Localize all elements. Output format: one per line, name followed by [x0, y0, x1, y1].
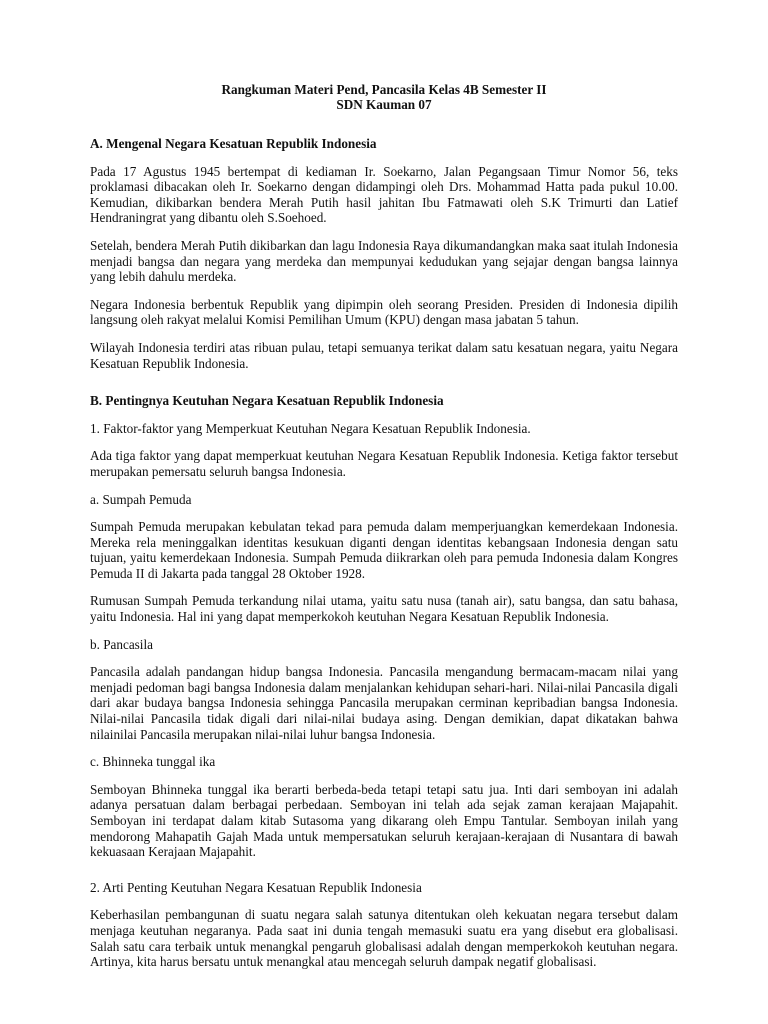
title-line-2: SDN Kauman 07 [336, 97, 432, 112]
point-2-heading: 2. Arti Penting Keutuhan Negara Kesatuan Republik Indonesia [90, 879, 422, 895]
section-a-paragraph-4: Wilayah Indonesia terdiri atas ribuan pulau, tetapi semuanya terikat dalam satu kesatuan negara, yaitu Negara Kesatuan Republik Indonesia. [90, 339, 678, 371]
section-a-paragraph-2: Setelah, bendera Merah Putih dikibarkan dan lagu Indonesia Raya dikumandangkan maka saat itulah Indonesia menjadi bangsa dan negara yang merdeka dan mempunyai kedudukan yang sejajar dengan bangsa lainnya yang lebih dahulu merdeka. [90, 237, 678, 285]
subpoint-b-heading: b. Pancasila [90, 636, 153, 652]
point-1-intro: Ada tiga faktor yang dapat memperkuat keutuhan Negara Kesatuan Republik Indonesia. Ketiga faktor tersebut merupakan pemersatu seluruh bangsa Indonesia. [90, 448, 678, 479]
subpoint-c-heading: c. Bhinneka tunggal ika [90, 754, 216, 770]
section-a-paragraph-3: Negara Indonesia berbentuk Republik yang dipimpin oleh seorang Presiden. Presiden di Indonesia dipilih langsung oleh rakyat melalui Komisi Pemilihan Umum (KPU) dengan masa jabatan 5 tahun. [90, 296, 678, 328]
section-a-heading: A. Mengenal Negara Kesatuan Republik Indonesia [90, 136, 377, 151]
subpoint-a-paragraph-1: Sumpah Pemuda merupakan kebulatan tekad para pemuda dalam memperjuangkan kemerdekaan Indonesia. Mereka rela meninggalkan identitas kesukuan diganti dengan identitas kebangsaan Indonesia dengan satu tujuan, yaitu kemerdekaan Indonesia. Sumpah Pemuda diikrarkan oleh para pemuda Indonesia dalam Kongres Pemuda II di Jakarta pada tanggal 28 Oktober 1928. [90, 519, 678, 581]
document-title [90, 82, 678, 112]
point-1-heading: 1. Faktor-faktor yang Memperkuat Keutuhan Negara Kesatuan Republik Indonesia. [90, 420, 531, 436]
subpoint-c-paragraph: Semboyan Bhinneka tunggal ika berarti berbeda-beda tetapi tetapi satu jua. Inti dari semboyan ini adalah adanya persatuan dalam berbagai perbedaan. Semboyan ini telah ada sejak zaman kerajaan Majapahit. Semboyan ini terdapat dalam kitab Sutasoma yang dikarang oleh Empu Tantular. Semboyan inilah yang mendorong Mahapatih Gajah Mada untuk mempersatukan seluruh kerajaan-kerajaan di Nusantara di bawah kekuasaan Kerajaan Majapahit. [90, 781, 678, 860]
section-b-heading: B. Pentingnya Keutuhan Negara Kesatuan Republik Indonesia [90, 393, 444, 409]
point-2-paragraph: Keberhasilan pembangunan di suatu negara salah satunya ditentukan oleh kekuatan negara tersebut dalam menjaga keutuhan negaranya. Pada saat ini dunia tengah memasuki suatu era yang disebut era globalisasi. Salah satu cara terbaik untuk menangkal pengaruh globalisasi adalah dengan memperkokoh keutuhan negara. Artinya, kita harus bersatu untuk menangkal atau mencegah seluruh dampak negatif globalisasi. [90, 907, 678, 970]
section-a-paragraph-1: Pada 17 Agustus 1945 bertempat di kediaman Ir. Soekarno, Jalan Pegangsaan Timur Nomor 56, teks proklamasi dibacakan oleh Ir. Soekarno dengan didampingi oleh Drs. Mohammad Hatta pada pukul 10.00. Kemudian, dikibarkan bendera Merah Putih hasil jahitan Ibu Fatmawati oleh S.K Trimurti dan Latief Hendraningrat yang dibantu oleh S.Soehoed. [90, 163, 678, 226]
subpoint-a-paragraph-2: Rumusan Sumpah Pemuda terkandung nilai utama, yaitu satu nusa (tanah air), satu bangsa, dan satu bahasa, yaitu Indonesia. Hal ini yang dapat memperkokoh keutuhan Negara Kesatuan Republik Indonesia. [90, 593, 678, 625]
subpoint-b-paragraph: Pancasila adalah pandangan hidup bangsa Indonesia. Pancasila mengandung bermacam-macam nilai yang menjadi pedoman bagi bangsa Indonesia dalam menjalankan kehidupan sehari-hari. Nilai-nilai Pancasila digali dari akar budaya bangsa Indonesia sehingga Pancasila merupakan cerminan kepribadian bangsa Indonesia. Nilai-nilai Pancasila tidak digali dari nilai-nilai budaya asing. Dengan demikian, dapat dikatakan bahwa nilainilai Pancasila merupakan nilai-nilai luhur bangsa Indonesia. [90, 664, 678, 742]
subpoint-a-heading: a. Sumpah Pemuda [90, 491, 192, 507]
title-line-1: Rangkuman Materi Pend, Pancasila Kelas 4B Semester II [221, 82, 547, 97]
document-page [90, 82, 678, 982]
